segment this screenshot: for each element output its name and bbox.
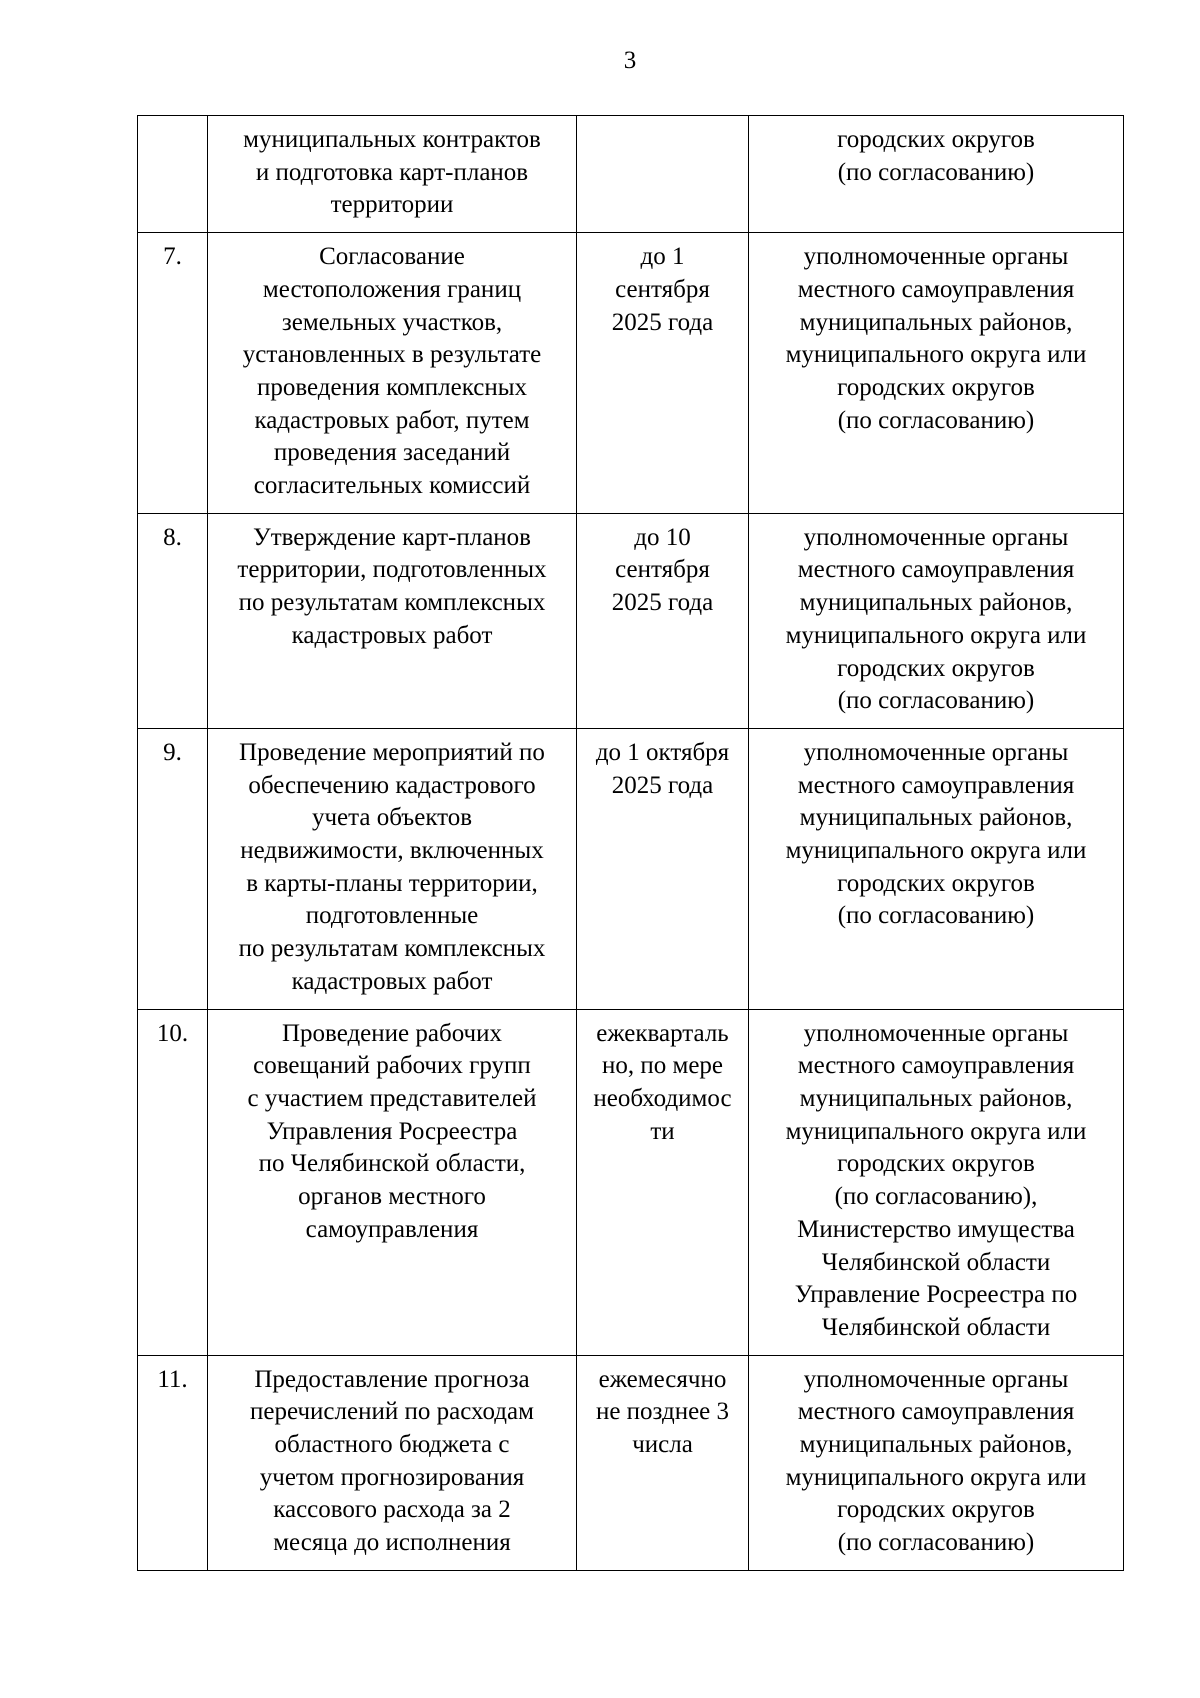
page-number: 3 (623, 47, 637, 74)
row-number-cell: 8. (138, 513, 208, 728)
action-cell: Предоставление прогноза перечислений по расходам областного бюджета с учетом прогнозирования кассового расхода за 2 месяца до исполнения (208, 1355, 577, 1570)
table-row (138, 1009, 1124, 1355)
responsible-cell: уполномоченные органы местного самоуправления муниципальных районов, муниципального округа или городских округов (по согласованию) (749, 728, 1124, 1009)
row-number-cell: 9. (138, 728, 208, 1009)
responsible-cell: уполномоченные органы местного самоуправления муниципальных районов, муниципального округа или городских округов (по согласованию), Министерство имущества Челябинской области Управление Росреестра по Челябинской области (749, 1009, 1124, 1355)
plan-table (137, 115, 1124, 1571)
table-row (138, 1355, 1124, 1570)
action-cell: Проведение рабочих совещаний рабочих групп с участием представителей Управления Росреестра по Челябинской области, органов местного самоуправления (208, 1009, 577, 1355)
action-cell: муниципальных контрактов и подготовка карт-планов территории (208, 116, 577, 233)
deadline-cell: до 1 сентября 2025 года (577, 233, 749, 514)
deadline-cell: до 10 сентября 2025 года (577, 513, 749, 728)
deadline-cell: до 1 октября 2025 года (577, 728, 749, 1009)
table-row (138, 513, 1124, 728)
responsible-cell: уполномоченные органы местного самоуправления муниципальных районов, муниципального округа или городских округов (по согласованию) (749, 233, 1124, 514)
action-cell: Проведение мероприятий по обеспечению кадастрового учета объектов недвижимости, включенных в карты-планы территории, подготовленные по результатам комплексных кадастровых работ (208, 728, 577, 1009)
row-number-cell (138, 116, 208, 233)
responsible-cell: городских округов (по согласованию) (749, 116, 1124, 233)
deadline-cell (577, 116, 749, 233)
row-number-cell: 7. (138, 233, 208, 514)
deadline-cell: ежекварталь но, по мере необходимос ти (577, 1009, 749, 1355)
deadline-cell: ежемесячно не позднее 3 числа (577, 1355, 749, 1570)
table-row (138, 116, 1124, 233)
row-number-cell: 11. (138, 1355, 208, 1570)
row-number-cell: 10. (138, 1009, 208, 1355)
action-cell: Утверждение карт-планов территории, подготовленных по результатам комплексных кадастровых работ (208, 513, 577, 728)
responsible-cell: уполномоченные органы местного самоуправления муниципальных районов, муниципального округа или городских округов (по согласованию) (749, 1355, 1124, 1570)
table-row (138, 728, 1124, 1009)
table-row (138, 233, 1124, 514)
action-cell: Согласование местоположения границ земельных участков, установленных в результате проведения комплексных кадастровых работ, путем проведения заседаний согласительных комиссий (208, 233, 577, 514)
responsible-cell: уполномоченные органы местного самоуправления муниципальных районов, муниципального округа или городских округов (по согласованию) (749, 513, 1124, 728)
